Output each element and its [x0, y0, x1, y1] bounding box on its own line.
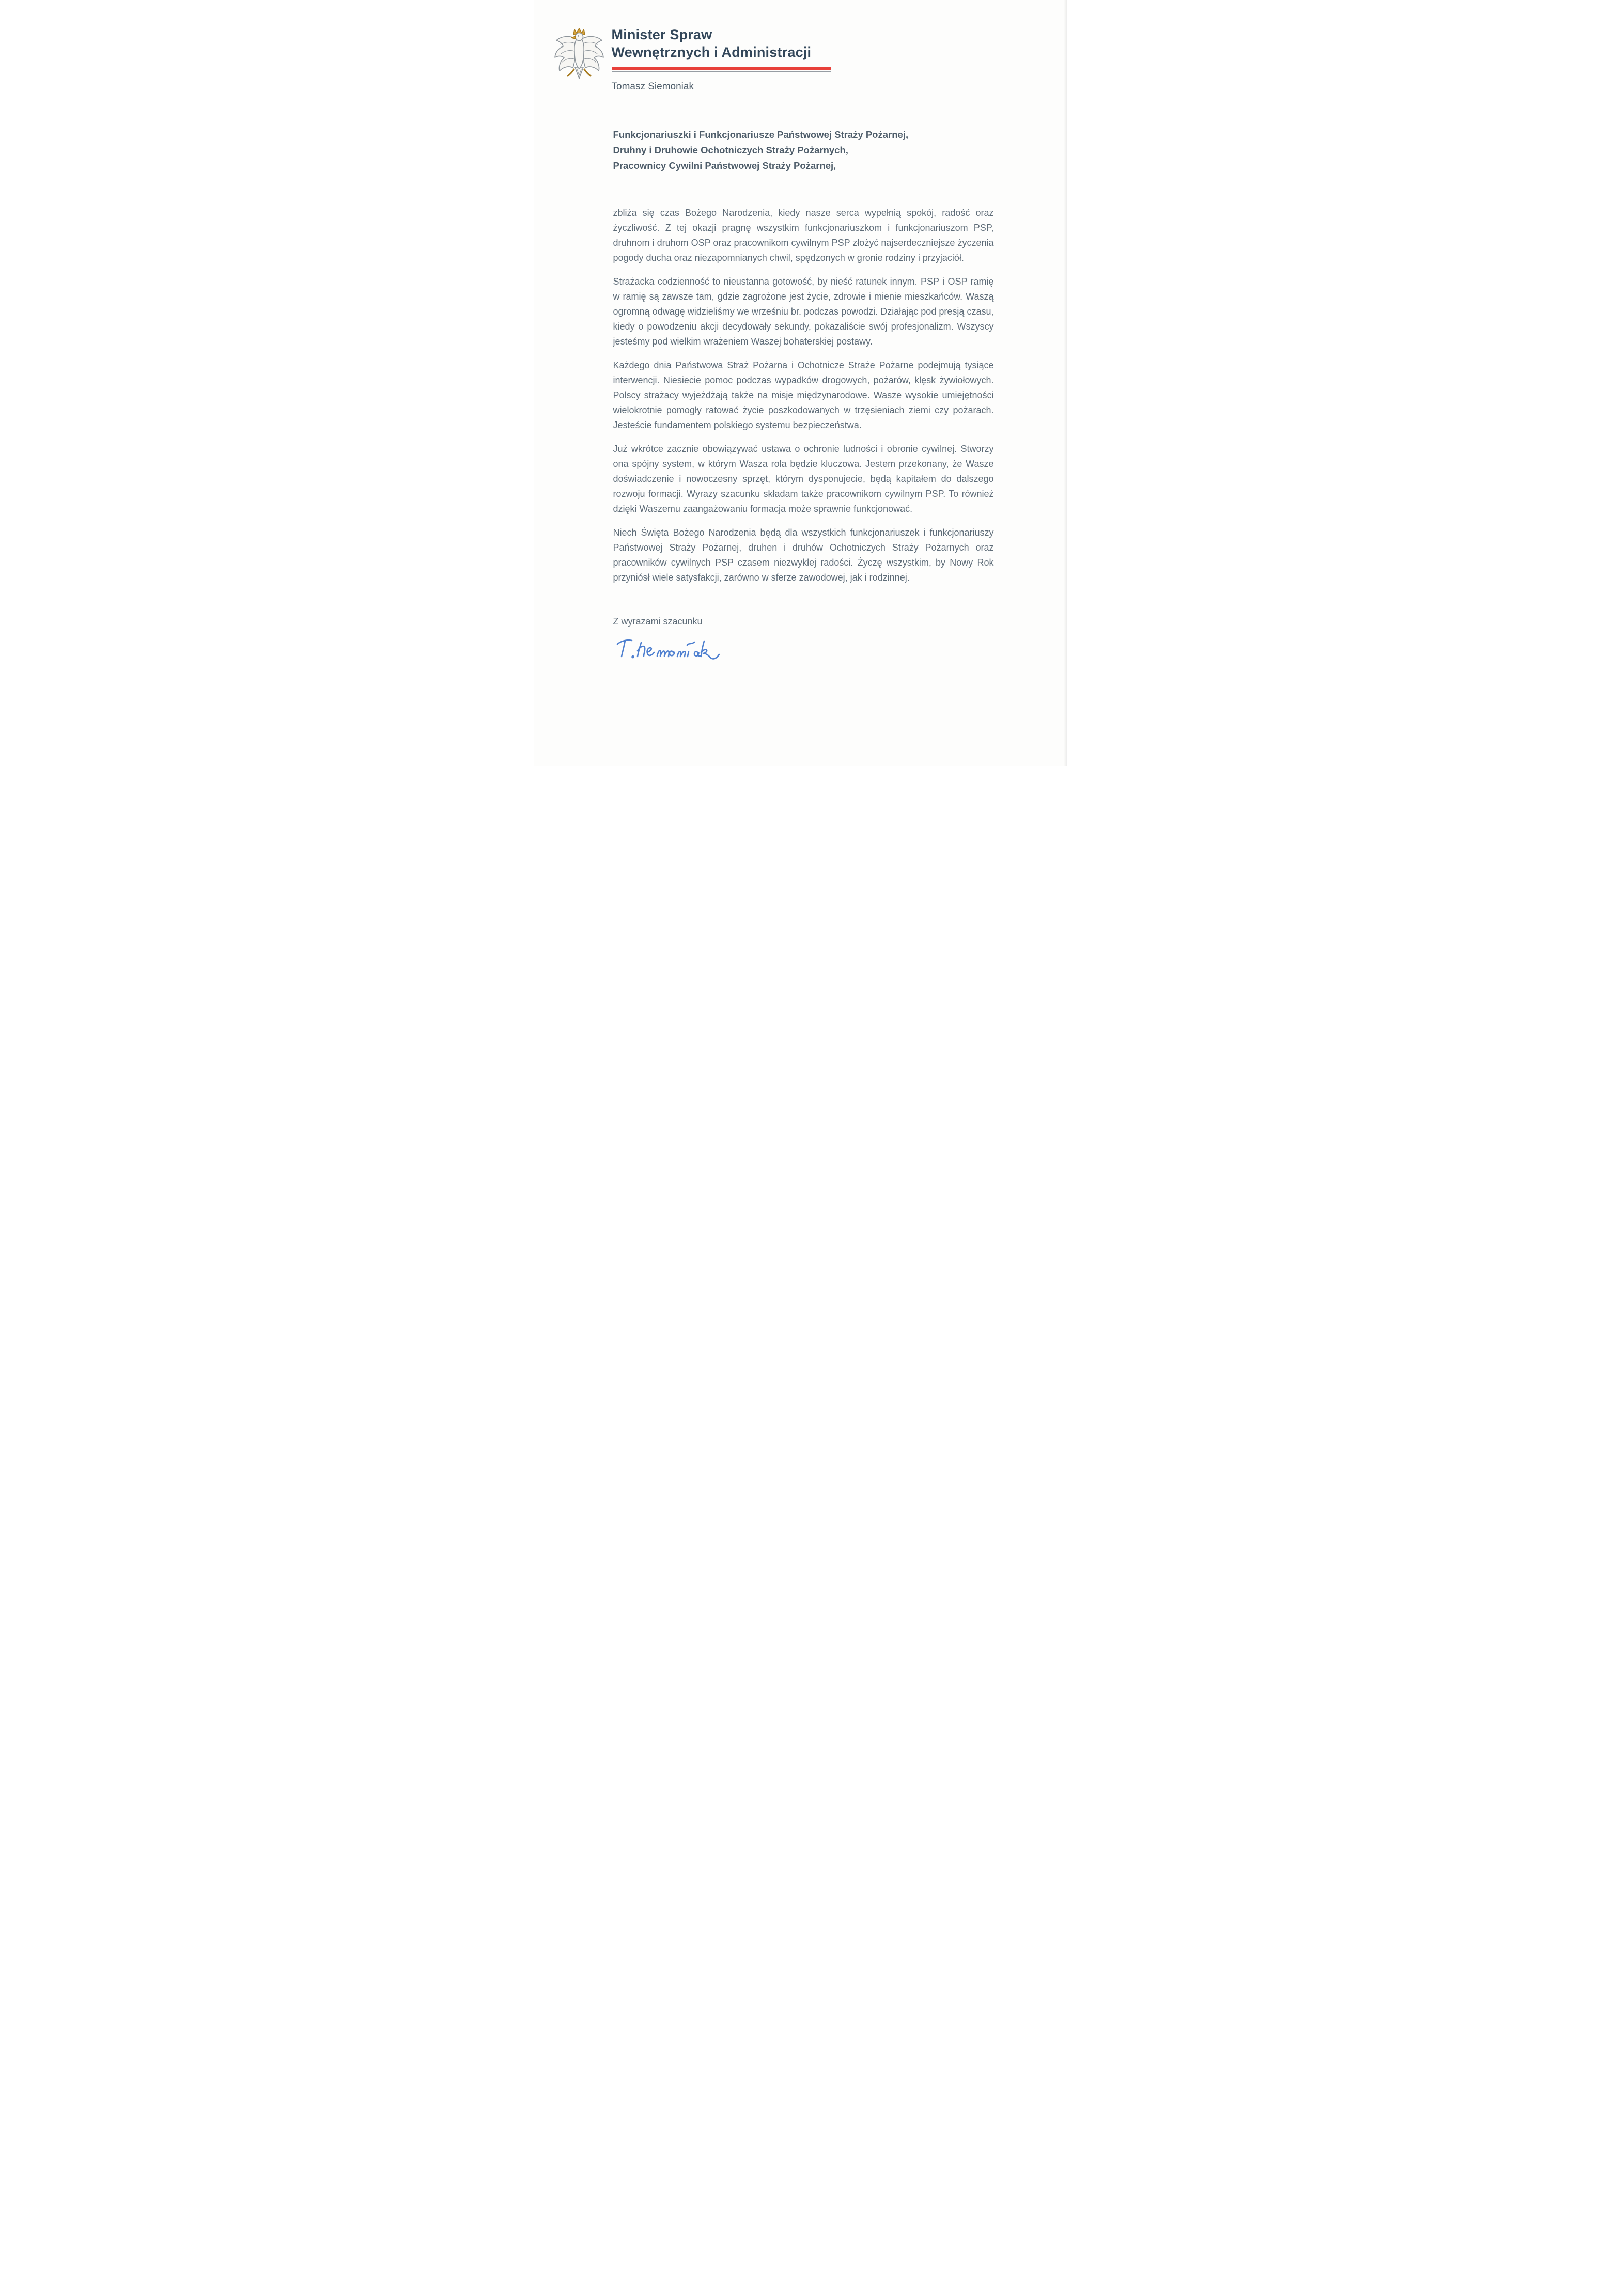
- paragraph-1: zbliża się czas Bożego Narodzenia, kiedy nasze serca wypełnią spokój, radość oraz życzliwość. Z tej okazji pragnę wszystkim funkcjonariuszkom i funkcjonariuszom PSP, druhnom i druhom OSP oraz pracownikom cywilnym PSP złożyć najserdeczniejsze życzenia pogody ducha oraz niezapomnianych chwil, spędzonych w gronie rodziny i przyjaciół.: [613, 208, 994, 263]
- letterhead: [612, 26, 880, 92]
- paragraph-2: Strażacka codzienność to nieustanna gotowość, by nieść ratunek innym. PSP i OSP ramię w ramię są zawsze tam, gdzie zagrożone jest życie, zdrowie i mienie mieszkańców. Waszą ogromną odwagę widzieliśmy we wrześniu br. podczas powodzi. Działając pod presją czasu, kiedy o powodzeniu akcji decydowały sekundy, pokazaliście swój profesjonalizm. Wszyscy jesteśmy pod wielkim wrażeniem Waszej bohaterskiej postawy.: [613, 276, 994, 347]
- ministry-title-line1: Minister Spraw: [611, 27, 712, 42]
- signature-ink-icon: [614, 633, 733, 662]
- letterhead-rule: [612, 67, 831, 72]
- paragraph-5: Niech Święta Bożego Narodzenia będą dla wszystkich funkcjonariuszek i funkcjonariuszy Państwowej Straży Pożarnej, druhen i druhów Ochotniczych Straży Pożarnych oraz pracowników cywilnych PSP czasem niezwykłej radości. Życzę wszystkim, by Nowy Rok przyniósł wiele satysfakcji, zarówno w sferze zawodowej, jak i rodzinnej.: [613, 527, 994, 583]
- salutation: [613, 127, 994, 174]
- paragraph-3: Każdego dnia Państwowa Straż Pożarna i Ochotnicze Straże Pożarne podejmują tysiące interwencji. Niesiecie pomoc podczas wypadków drogowych, pożarów, klęsk żywiołowych. Polscy strażacy wyjeżdżają także na misje międzynarodowe. Wasze wysokie umiejętności wielokrotnie pomogły ratować życie poszkodowanych w trzęsieniach ziemi czy pożarach. Jesteście fundamentem polskiego systemu bezpieczeństwa.: [613, 360, 994, 430]
- closing-line: Z wyrazami szacunku: [613, 616, 703, 627]
- salutation-line-3: Pracownicy Cywilni Państwowej Straży Pożarnej,: [613, 160, 836, 171]
- letter-body: [613, 127, 994, 662]
- paragraph-4: Już wkrótce zacznie obowiązywać ustawa o ochronie ludności i obronie cywilnej. Stworzy ona spójny system, w którym Wasza rola będzie kluczowa. Jestem przekonany, że Wasze doświadczenie i nowoczesny sprzęt, którym dysponujecie, będą kapitałem do dalszego rozwoju formacji. Wyrazy szacunku składam także pracownikom cywilnym PSP. To również dzięki Waszemu zaangażowaniu formacja może sprawnie funkcjonować.: [613, 444, 994, 514]
- ministry-title-line2: Wewnętrznych i Administracji: [611, 44, 812, 60]
- letterhead-rule-gray: [612, 71, 831, 72]
- eagle-icon: [552, 23, 606, 82]
- letter-page: [534, 0, 1067, 766]
- handwritten-signature: [614, 633, 733, 662]
- polish-eagle-emblem: [552, 23, 606, 82]
- sender-name: Tomasz Siemoniak: [611, 81, 694, 92]
- ministry-title: [612, 26, 880, 61]
- letterhead-rule-red: [612, 67, 831, 70]
- salutation-line-2: Druhny i Druhowie Ochotniczych Straży Pożarnych,: [613, 145, 848, 155]
- salutation-line-1: Funkcjonariuszki i Funkcjonariusze Państwowej Straży Pożarnej,: [613, 129, 909, 140]
